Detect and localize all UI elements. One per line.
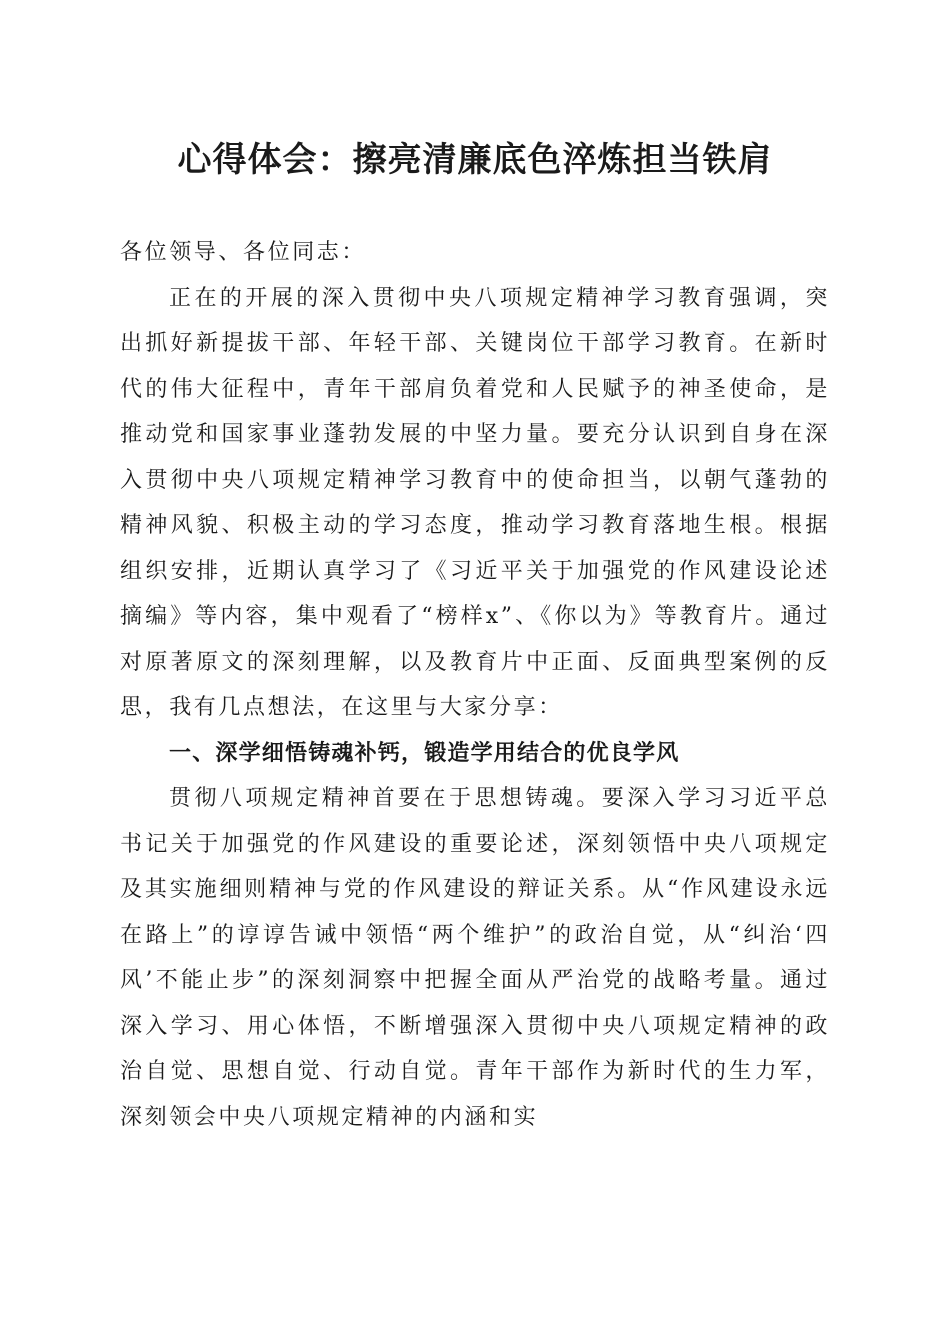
section-heading-1: 一、深学细悟铸魂补钙，锻造学用结合的优良学风	[169, 740, 680, 766]
paragraph-section-1: 贯彻八项规定精神首要在于思想铸魂。要深入学习习近平总书记关于加强党的作风建设的重要论述，深刻领悟中央八项规定及其实施细则精神与党的作风建设的辩证关系。从“作风建设永远在路上”的谆谆告诫中领悟“两个维护”的政治自觉，从“纠治‘四风’不能止步”的深刻洞察中把握全面从严治党的战略考量。通过深入学习、用心体悟，不断增强深入贯彻中央八项规定精神的政治自觉、思想自觉、行动自觉。青年干部作为新时代的生力军，深刻领会中央八项规定精神的内涵和实	[120, 786, 830, 1130]
salutation: 各位领导、各位同志：	[120, 240, 367, 265]
document-title: 心得体会：擦亮清廉底色淬炼担当铁肩	[177, 140, 773, 180]
paragraph-intro: 正在的开展的深入贯彻中央八项规定精神学习教育强调，突出抓好新提拔干部、年轻干部、关键岗位干部学习教育。在新时代的伟大征程中，青年干部肩负着党和人民赋予的神圣使命，是推动党和国家事业蓬勃发展的中坚力量。要充分认识到自身在深入贯彻中央八项规定精神学习教育中的使命担当，以朝气蓬勃的精神风貌、积极主动的学习态度，推动学习教育落地生根。根据组织安排，近期认真学习了《习近平关于加强党的作风建设论述摘编》等内容，集中观看了“榜样x”、《你以为》等教育片。通过对原著原文的深刻理解，以及教育片中正面、反面典型案例的反思，我有几点想法，在这里与大家分享：	[120, 285, 830, 720]
document-body	[120, 230, 830, 1140]
